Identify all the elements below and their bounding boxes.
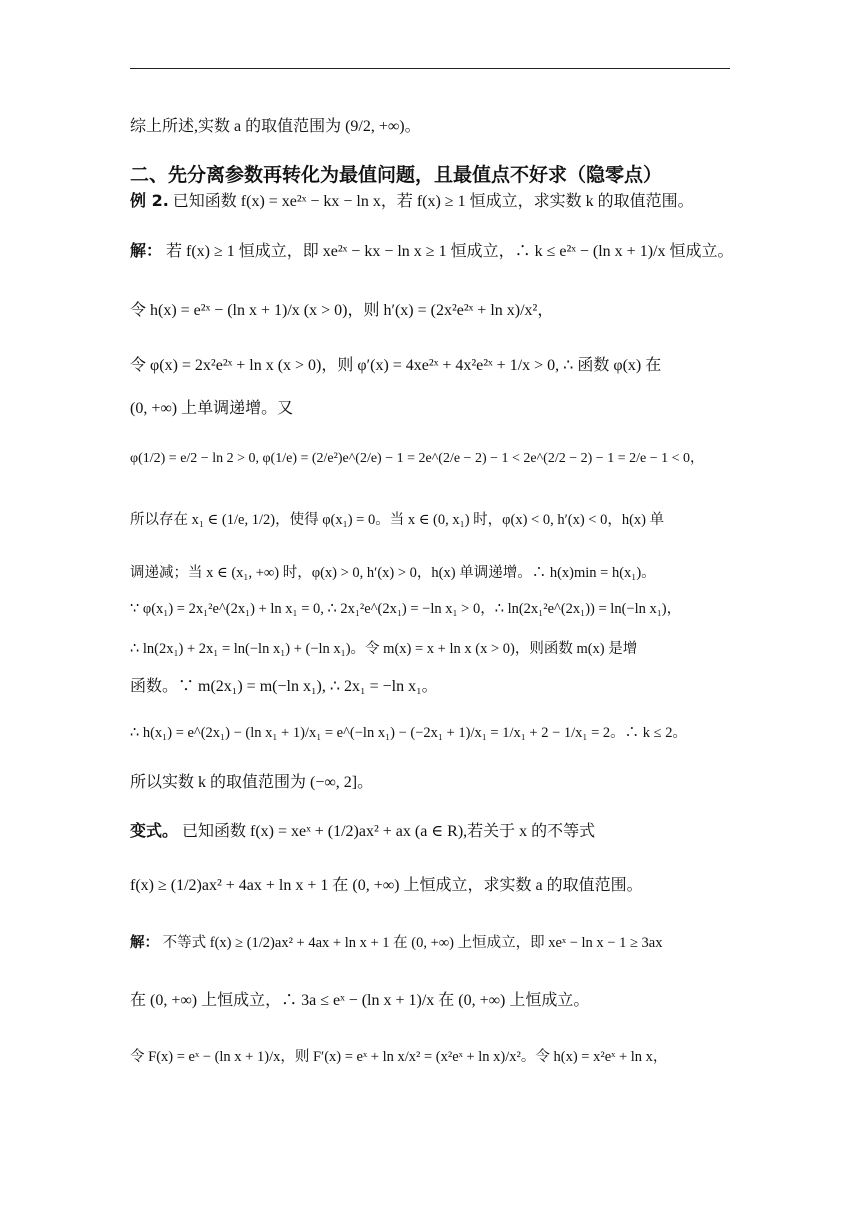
solution-text-9: ∴ ln(2x₁) + 2x₁ = ln(−ln x₁) + (−ln x₁)。令 m(x) = x + ln x (x > 0)，则函数 m(x) 是增 [130, 641, 638, 657]
solution-line-10 [130, 676, 730, 698]
variant-solution-line-3 [130, 1046, 730, 1068]
section-heading: 二、先分离参数再转化为最值问题，且最值点不好求（隐零点） [130, 164, 663, 186]
solution-text-11: ∴ h(x₁) = e^(2x₁) − (ln x₁ + 1)/x₁ = e^(−ln x₁) − (−2x₁ + 1)/x₁ = 1/x₁ + 2 − 1/x₁ = 2。∴ k ≤ 2。 [130, 725, 687, 741]
variant-statement-1 [130, 820, 730, 843]
example-2-statement [130, 190, 730, 213]
solution-text-3: 令 φ(x) = 2x²e²ˣ + ln x (x > 0)，则 φ′(x) = 4xe²ˣ + 4x²e²ˣ + 1/x > 0, ∴ 函数 φ(x) 在 [130, 357, 662, 374]
solution-text-10: 函数。∵ m(2x₁) = m(−ln x₁), ∴ 2x₁ = −ln x₁。 [130, 678, 438, 695]
example-2-label: 例 2. [130, 191, 169, 210]
solution-line-7 [130, 562, 730, 584]
solution-label: 解： [130, 241, 163, 260]
solution-line-8 [130, 598, 730, 620]
solution-line-2 [130, 300, 730, 322]
solution-text-5: φ(1/2) = e/2 − ln 2 > 0, φ(1/e) = (2/e²)e^(2/e) − 1 = 2e^(2/e − 2) − 1 < 2e^(2/2 − 2) − 1 = 2/e − 1 < 0， [130, 451, 704, 466]
conclusion-line [130, 116, 730, 138]
solution-line-5 [130, 448, 730, 470]
solution-line-9 [130, 638, 730, 660]
solution-text-2: 令 h(x) = e²ˣ − (ln x + 1)/x (x > 0)，则 h′(x) = (2x²e²ˣ + ln x)/x²， [130, 302, 554, 319]
variant-solution-label: 解： [130, 935, 159, 951]
solution-text-1: 若 f(x) ≥ 1 恒成立，即 xe²ˣ − kx − ln x ≥ 1 恒成立，∴ k ≤ e²ˣ − (ln x + 1)/x 恒成立。 [166, 243, 734, 260]
solution-line-4 [130, 398, 730, 420]
solution-line-1 [130, 240, 734, 263]
variant-solution-text-1: 不等式 f(x) ≥ (1/2)ax² + 4ax + ln x + 1 在 (0, +∞) 上恒成立，即 xeˣ − ln x − 1 ≥ 3ax [162, 935, 663, 951]
variant-solution-line-2 [130, 990, 730, 1012]
variant-solution-text-2: 在 (0, +∞) 上恒成立，∴ 3a ≤ eˣ − (ln x + 1)/x 在 (0, +∞) 上恒成立。 [130, 992, 590, 1009]
conclusion-text: 综上所述,实数 a 的取值范围为 (9/2, +∞)。 [130, 118, 421, 135]
variant-text-2: f(x) ≥ (1/2)ax² + 4ax + ln x + 1 在 (0, +∞) 上恒成立，求实数 a 的取值范围。 [130, 877, 643, 894]
example-2-text: 已知函数 f(x) = xe²ˣ − kx − ln x，若 f(x) ≥ 1 恒成立，求实数 k 的取值范围。 [172, 193, 694, 210]
header-rule [130, 68, 730, 69]
solution-line-3 [130, 355, 730, 377]
variant-label: 变式。 [130, 821, 179, 840]
variant-statement-2 [130, 875, 730, 897]
solution-line-6 [130, 509, 730, 531]
variant-solution-line-1 [130, 932, 730, 954]
solution-text-4: (0, +∞) 上单调递增。又 [130, 400, 294, 417]
solution-line-12 [130, 772, 730, 794]
solution-line-11 [130, 722, 730, 744]
solution-text-12: 所以实数 k 的取值范围为 (−∞, 2]。 [130, 774, 374, 791]
solution-text-8: ∵ φ(x₁) = 2x₁²e^(2x₁) + ln x₁ = 0, ∴ 2x₁²e^(2x₁) = −ln x₁ > 0，∴ ln(2x₁²e^(2x₁)) = ln(−ln x₁)， [130, 601, 682, 617]
solution-text-7: 调递减；当 x ∈ (x₁, +∞) 时，φ(x) > 0, h′(x) > 0，h(x) 单调递增。∴ h(x)min = h(x₁)。 [130, 565, 656, 581]
variant-solution-text-3: 令 F(x) = eˣ − (ln x + 1)/x，则 F′(x) = eˣ + ln x/x² = (x²eˣ + ln x)/x²。令 h(x) = x²eˣ + ln x， [130, 1049, 668, 1065]
solution-text-6: 所以存在 x₁ ∈ (1/e, 1/2)，使得 φ(x₁) = 0。当 x ∈ (0, x₁) 时，φ(x) < 0, h′(x) < 0，h(x) 单 [130, 512, 665, 528]
variant-text-1: 已知函数 f(x) = xeˣ + (1/2)ax² + ax (a ∈ R),若关于 x 的不等式 [182, 823, 596, 840]
